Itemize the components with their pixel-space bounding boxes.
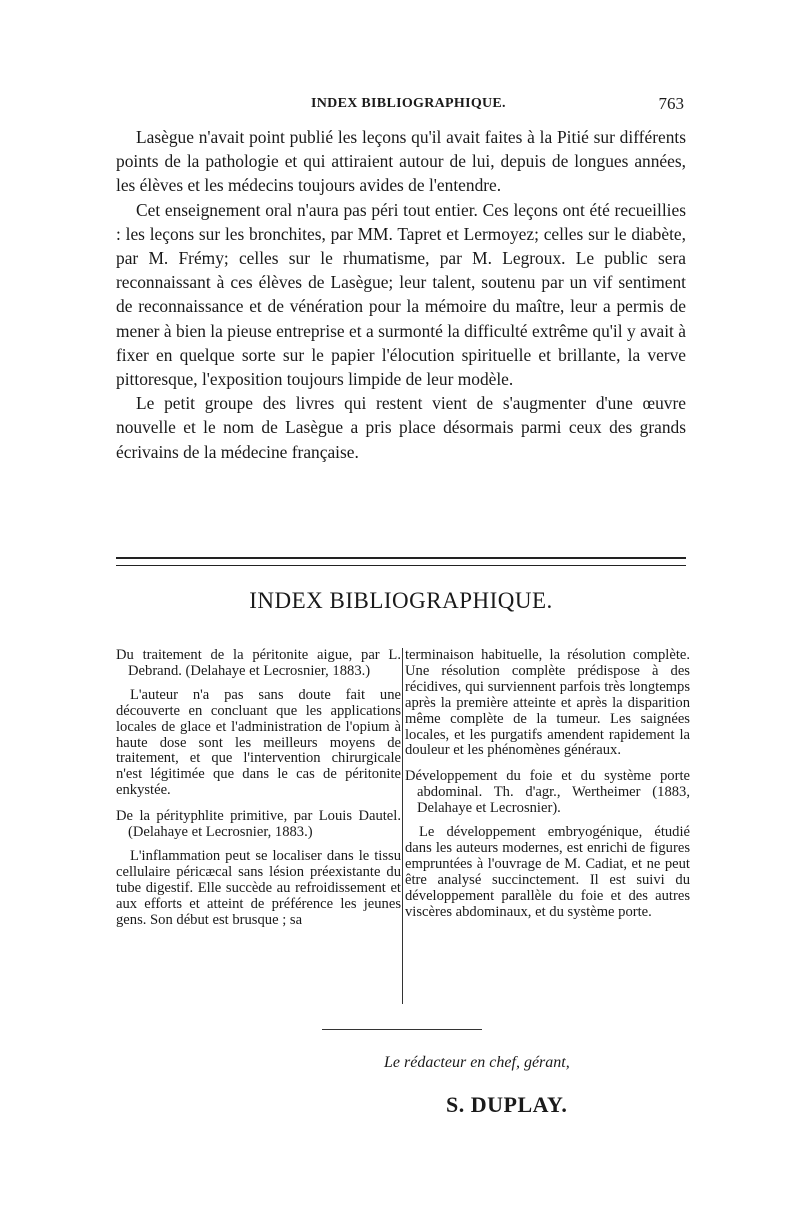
index-entry [405,648,690,759]
page-number: 763 [658,94,684,113]
signature-name: S. DUPLAY. [446,1092,568,1117]
section-divider [116,557,686,566]
end-rule [322,1029,482,1030]
index-entry [405,769,690,920]
signature-label: Le rédacteur en chef, gérant, [384,1054,570,1071]
entry-heading: Du traitement de la péritonite aigue, par L. Debrand. (Delahaye et Lecrosnier, 1883.) [116,647,401,679]
paragraph: Lasègue n'avait point publié les leçons qu'il avait faites à la Pitié sur différents points de la pathologie et qui attiraient autour de lui, depuis de longues années, les élèves et les médecins toujours avides de l'entendre. [116,127,686,196]
entry-text: Le développement embryogénique, étudié dans les auteurs modernes, est enrichi de figures empruntées à l'ouvrage de M. Cadiat, et ne peut être analysé succinctement. Il est suivi du développement parallèle du foie et des autres viscères abdominaux, et du système porte. [405,824,690,920]
index-right-column [405,648,690,931]
column-divider [402,648,403,1004]
paragraph: Cet enseignement oral n'aura pas péri tout entier. Ces leçons ont été recueillies : les leçons sur les bronchites, par MM. Tapret et Lermoyez; celles sur le diabète, par M. Frémy; celles sur le rhumatisme, par M. Legroux. Le public sera reconnaissant à ces élèves de Lasègue; leur talent, soutenu par un vif sentiment de reconnaissance et de vénération pour la mémoire du maître, leur a permis de mener à bien la pieuse entreprise et a surmonté la difficulté extrême qu'il y avait à fixer en quelque sorte sur le papier l'élocution spirituelle et brillante, la verve pittoresque, l'exposition toujours limpide de leur modèle. [116,199,686,390]
index-entry [116,809,401,928]
index-left-column [116,648,401,939]
entry-text: L'inflammation peut se localiser dans le tissu cellulaire péricæcal sans lésion préexistante du tube digestif. Elle succède au refroidissement et aux efforts et atteint de préférence les jeunes gens. Son début est brusque ; sa [116,847,401,928]
paragraph: Le petit groupe des livres qui restent vient de s'augmenter d'une œuvre nouvelle et le nom de Lasègue a pris place désormais parmi ceux des grands écrivains de la médecine française. [116,393,686,462]
entry-heading: De la pérityphlite primitive, par Louis Dautel. (Delahaye et Lecrosnier, 1883.) [116,808,401,841]
entry-text: terminaison habituelle, la résolution complète. Une résolution complète prédispose à des récidives, qui surviennent parfois très longtemps après la première atteinte et après la disparition même complète de la tumeur. Les saignées locales, et les purgatifs amendent rapidement la douleur et les phénomènes généraux. [405,647,690,759]
running-header [116,96,684,116]
entry-text: L'auteur n'a pas sans doute fait une découverte en concluant que les applications locales de glace et l'administration de l'opium à haute dose sont les meilleurs moyens de traitement, et que l'intervention chirurgicale n'est légitimée que dans le cas de péritonite enkystée. [116,686,401,799]
running-title: INDEX BIBLIOGRAPHIQUE. [311,96,506,111]
index-entry [116,648,401,799]
entry-heading: Développement du foie et du système porte abdominal. Th. d'agr., Wertheimer (1883, Delahaye et Lecrosnier). [405,768,690,817]
body-text [116,125,686,464]
index-title: INDEX BIBLIOGRAPHIQUE. [249,588,553,613]
index-columns [116,648,688,1008]
